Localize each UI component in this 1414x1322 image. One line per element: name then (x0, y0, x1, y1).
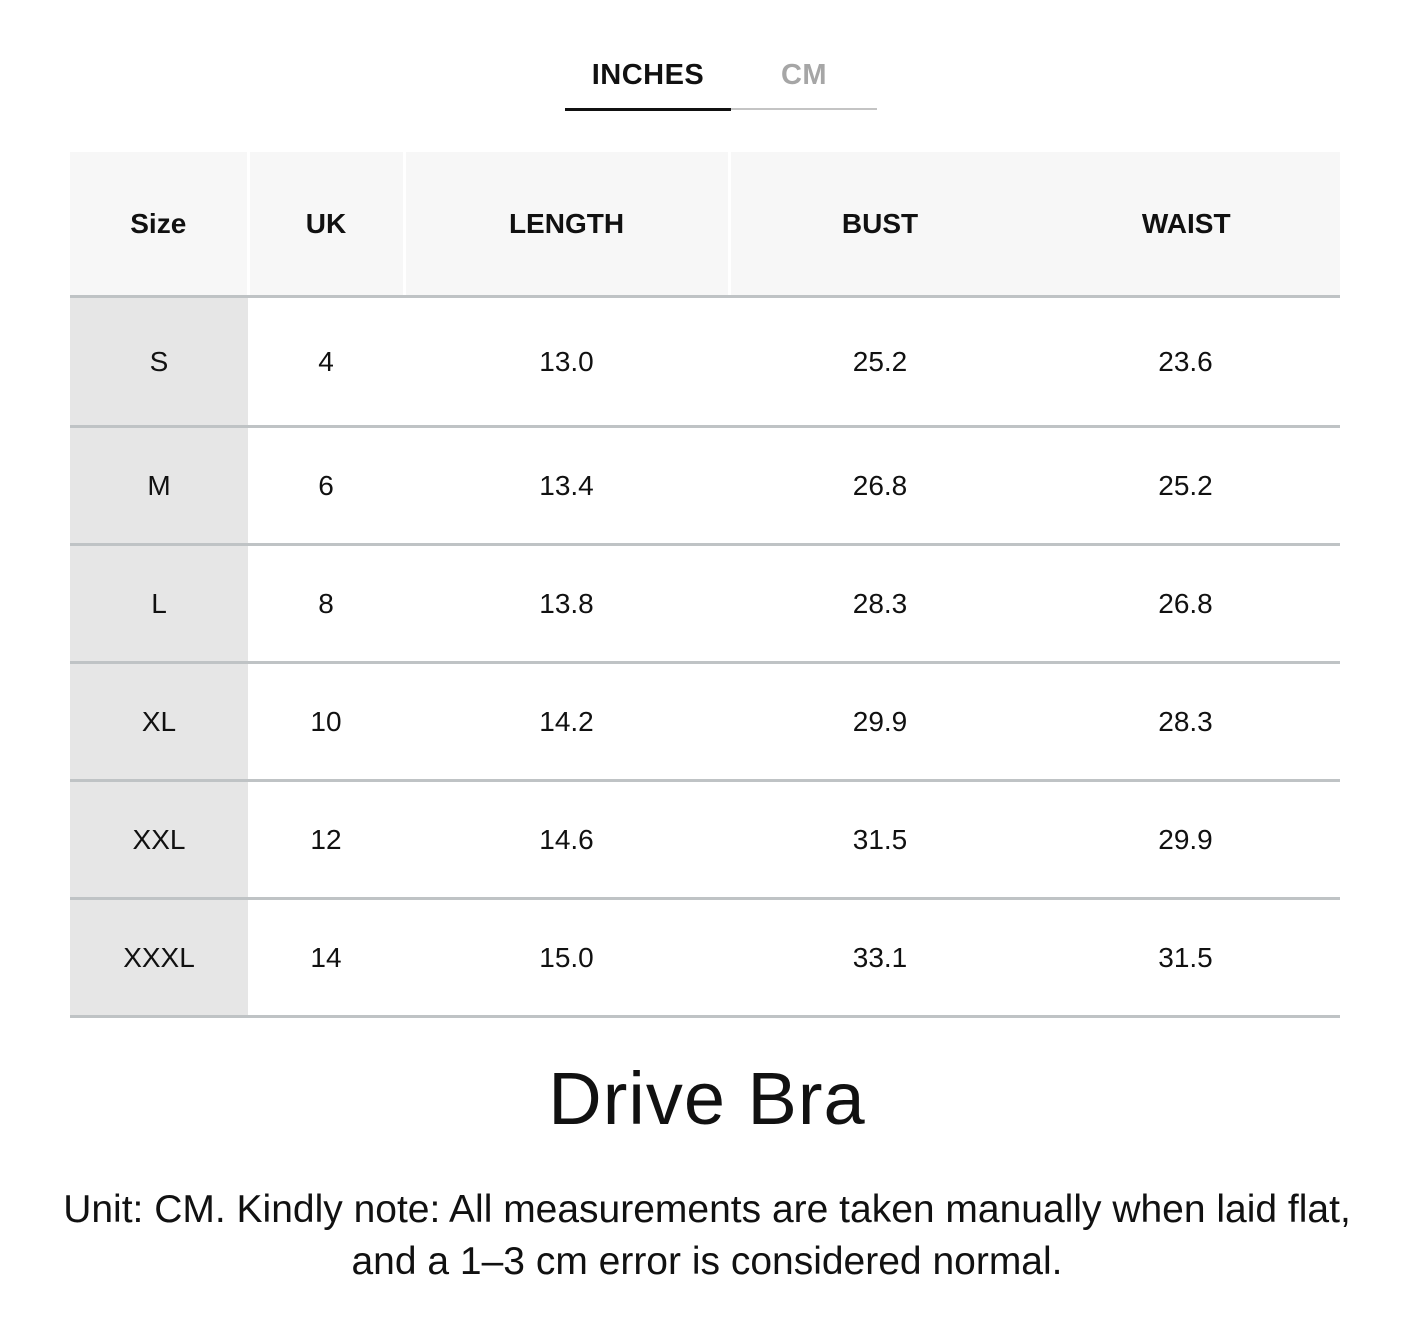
cell-waist: 28.3 (1031, 663, 1340, 781)
table-row (70, 781, 1340, 899)
cell-bust: 26.8 (729, 427, 1031, 545)
cell-uk: 14 (248, 899, 404, 1017)
cell-size: S (70, 297, 248, 427)
cell-waist: 25.2 (1031, 427, 1340, 545)
product-title: Drive Bra (548, 1057, 866, 1140)
cell-bust: 25.2 (729, 297, 1031, 427)
header-bust: BUST (729, 152, 1031, 297)
cell-bust: 28.3 (729, 545, 1031, 663)
table-row (70, 297, 1340, 427)
cell-length: 13.0 (404, 297, 729, 427)
tab-inches[interactable]: INCHES (565, 40, 731, 110)
header-size: Size (70, 152, 248, 297)
size-chart-table (70, 152, 1340, 1018)
table-row (70, 663, 1340, 781)
header-uk: UK (248, 152, 404, 297)
cell-waist: 26.8 (1031, 545, 1340, 663)
cell-uk: 12 (248, 781, 404, 899)
table-row (70, 545, 1340, 663)
cell-length: 13.4 (404, 427, 729, 545)
header-length: LENGTH (404, 152, 729, 297)
cell-length: 14.6 (404, 781, 729, 899)
cell-size: M (70, 427, 248, 545)
cell-uk: 6 (248, 427, 404, 545)
cell-waist: 29.9 (1031, 781, 1340, 899)
cell-length: 15.0 (404, 899, 729, 1017)
cell-size: XXXL (70, 899, 248, 1017)
table-row (70, 427, 1340, 545)
header-waist: WAIST (1031, 152, 1340, 297)
cell-waist: 31.5 (1031, 899, 1340, 1017)
cell-size: L (70, 545, 248, 663)
cell-uk: 4 (248, 297, 404, 427)
cell-length: 14.2 (404, 663, 729, 781)
table-header-row (70, 152, 1340, 297)
cell-bust: 33.1 (729, 899, 1031, 1017)
cell-waist: 23.6 (1031, 297, 1340, 427)
measurement-note: Unit: CM. Kindly note: All measurements are taken manually when laid flat, and a 1–3 cm error is considered normal. (63, 1188, 1351, 1283)
unit-tabs (565, 40, 877, 112)
cell-bust: 31.5 (729, 781, 1031, 899)
table-row (70, 899, 1340, 1017)
cell-size: XL (70, 663, 248, 781)
cell-bust: 29.9 (729, 663, 1031, 781)
cell-length: 13.8 (404, 545, 729, 663)
cell-uk: 8 (248, 545, 404, 663)
tab-cm[interactable]: CM (780, 58, 828, 91)
cell-uk: 10 (248, 663, 404, 781)
cell-size: XXL (70, 781, 248, 899)
